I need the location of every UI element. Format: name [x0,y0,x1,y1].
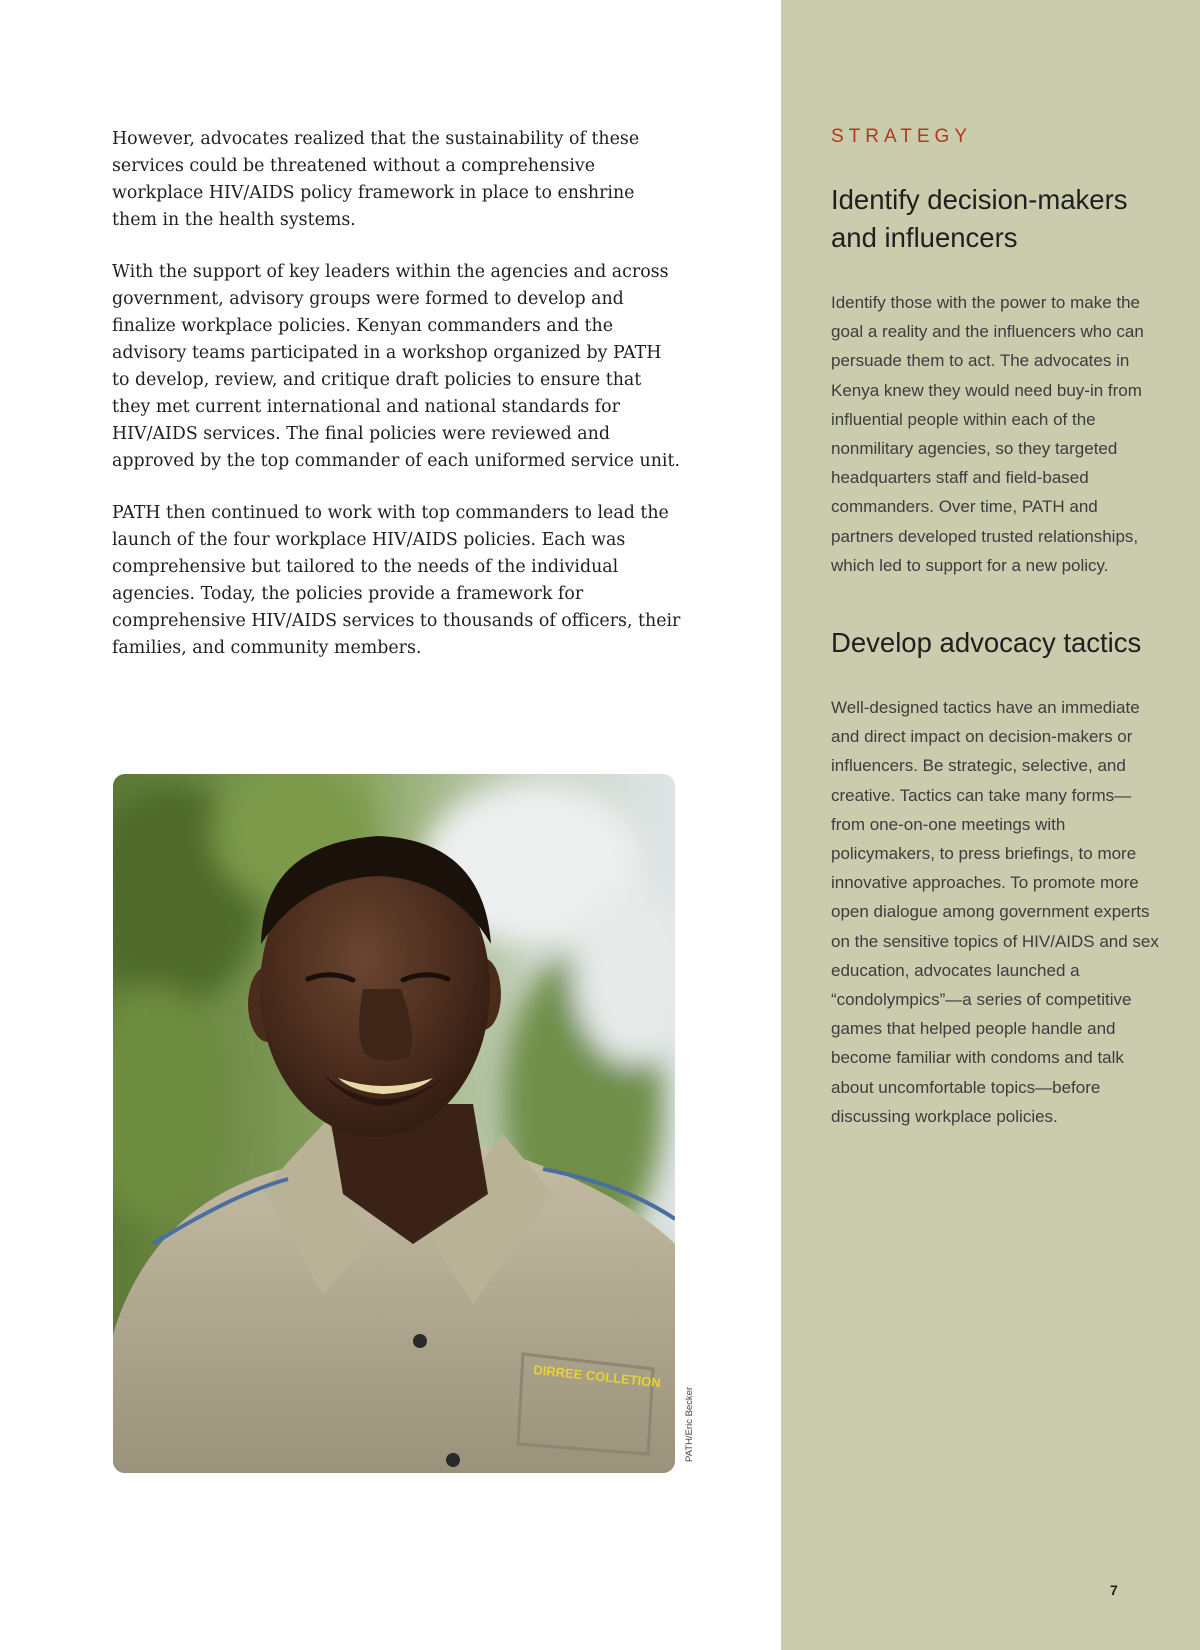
paragraph-2: With the support of key leaders within the agencies and across government, advisory groups were formed to develop and finalize workplace policies. Kenyan commanders and the advisory teams participated in a workshop organized by PATH to develop, review, and critique draft policies to ensure that they met current international and national standards for HIV/AIDS services. The final policies were reviewed and approved by the top commander of each uniformed service unit. [112,262,680,471]
section-body-advocacy-tactics: Well-designed tactics have an immediate and direct impact on decision-makers or influencers. Be strategic, selective, and creative. Tactics can take many forms—from one-on-one meetings with policymakers, to press briefings, to more innovative approaches. To promote more open dialogue among government experts on the sensitive topics of HIV/AIDS and sex education, advocates launched a “condolympics”—a series of competitive games that helped people handle and become familiar with condoms and talk about uncomfortable topics—before discussing workplace policies. [831,698,1159,1126]
paragraph-3: PATH then continued to work with top commanders to lead the launch of the four workplace HIV/AIDS policies. Each was comprehensive but tailored to the needs of the individual agencies. Today, the policies provide a framework for comprehensive HIV/AIDS services to thousands of officers, their families, and community members. [112,503,681,658]
paragraph-1: However, advocates realized that the sustainability of these services could be threatened without a comprehensive workplace HIV/AIDS policy framework in place to enshrine them in the health systems. [112,129,640,230]
section-heading-decision-makers: Identify decision-makers and influencers [831,184,1128,253]
page-number: 7 [1110,1582,1118,1598]
strategy-kicker: STRATEGY [831,126,972,147]
strategy-sidebar [781,0,1200,1650]
shirt-label: DIRREE COLLETION [532,1362,662,1391]
section-heading-advocacy-tactics: Develop advocacy tactics [831,627,1142,659]
section-body-decision-makers: Identify those with the power to make the goal a reality and the influencers who can persuade them to act. The advocates in Kenya knew they would need buy-in from influential people within each of the nonmilitary agencies, so they targeted headquarters staff and field-based commanders. Over time, PATH and partners developed trusted relationships, which led to support for a new policy. [831,293,1144,575]
main-text-column [112,126,682,687]
photo-credit: PATH/Eric Becker [684,1386,695,1462]
portrait-photo [113,774,675,1473]
sidebar-content [831,126,1161,1131]
